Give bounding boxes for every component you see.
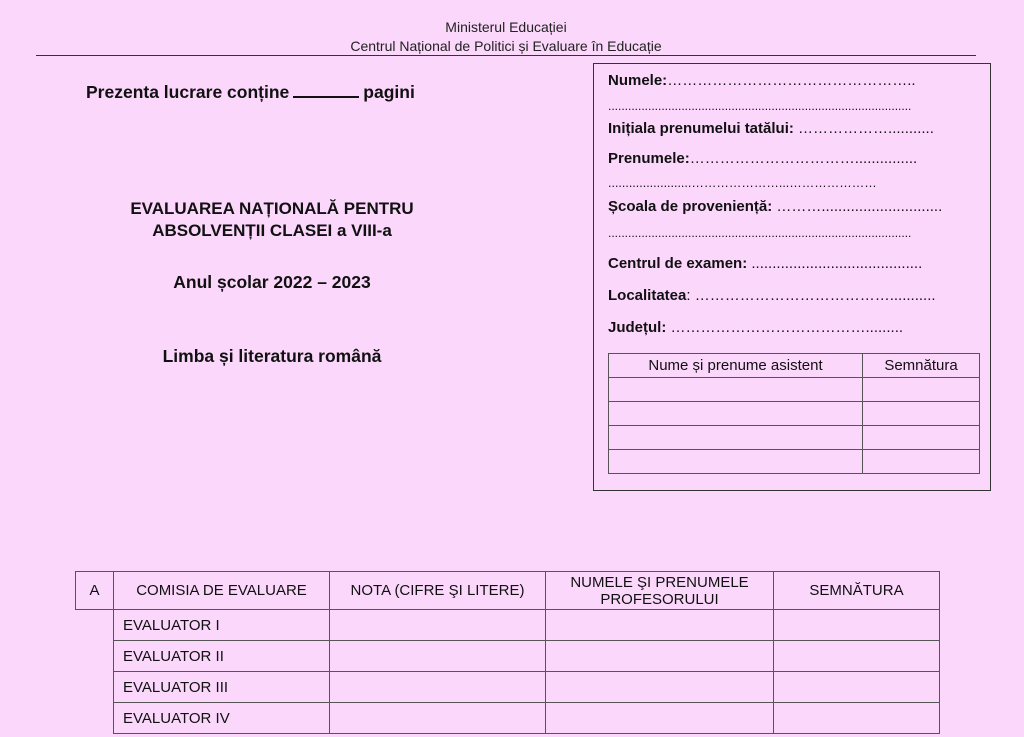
assistant-row	[609, 426, 980, 450]
evaluator-row	[76, 672, 940, 703]
evaluator-label: EVALUATOR IV	[114, 703, 330, 734]
assistant-table-header	[609, 354, 980, 378]
judetul-label: Județul:	[608, 319, 667, 336]
commission-header: COMISIA DE EVALUARE	[114, 572, 330, 610]
numele-label: Numele:	[608, 72, 668, 89]
evaluator-row	[76, 703, 940, 734]
ministry-name: Ministerul Educației	[445, 19, 567, 35]
evaluator-label: EVALUATOR III	[114, 672, 330, 703]
centrul-label: Centrul de examen:	[608, 255, 748, 272]
assistant-name-cell[interactable]	[609, 450, 863, 474]
initiala-label: Inițiala prenumelui tatălui:	[608, 120, 794, 137]
numele-dots-line2: ...........................................................................................	[608, 99, 912, 113]
signature-cell[interactable]	[774, 610, 940, 641]
spacer-cell	[76, 703, 114, 734]
scoala-dots: ……….............................	[776, 198, 943, 215]
teacher-cell[interactable]	[546, 641, 774, 672]
teacher-name-header: NUMELE ŞI PRENUMELE PROFESORULUI	[546, 572, 774, 610]
pages-count-line	[86, 82, 415, 103]
candidate-id-box	[593, 63, 991, 491]
field-numele[interactable]	[608, 72, 916, 89]
numele-dots: …………………………………………..	[667, 72, 916, 89]
field-prenume-cont[interactable]	[608, 174, 877, 191]
grade-cell[interactable]	[330, 610, 546, 641]
signature-cell[interactable]	[774, 703, 940, 734]
field-judetul[interactable]	[608, 319, 903, 336]
grade-cell[interactable]	[330, 672, 546, 703]
pages-line-suffix: pagini	[363, 82, 415, 102]
assistant-name-header: Nume și prenume asistent	[609, 354, 863, 378]
assistant-signature-cell[interactable]	[863, 378, 980, 402]
pages-line-prefix: Prezenta lucrare conține	[86, 82, 290, 102]
field-prenume[interactable]	[608, 150, 917, 167]
col-a-header: A	[76, 572, 114, 610]
prenume-dots-line2: ........................…………………...…………………	[608, 176, 877, 190]
localitatea-colon: :	[686, 287, 691, 304]
field-initiala[interactable]	[608, 120, 934, 137]
spacer-cell	[76, 641, 114, 672]
school-year: Anul școlar 2022 – 2023	[173, 272, 371, 292]
evaluator-row	[76, 641, 940, 672]
assistant-name-cell[interactable]	[609, 426, 863, 450]
evaluation-table	[75, 571, 940, 734]
field-scoala-cont[interactable]	[608, 224, 911, 241]
spacer-cell	[76, 610, 114, 641]
judetul-dots: ………………………………….........	[670, 319, 904, 336]
localitatea-label: Localitatea	[608, 287, 687, 304]
evaluator-label: EVALUATOR II	[114, 641, 330, 672]
spacer-cell	[76, 672, 114, 703]
assistant-row	[609, 378, 980, 402]
field-localitatea[interactable]	[608, 287, 936, 304]
grade-cell[interactable]	[330, 641, 546, 672]
initiala-dots: ………………...........	[798, 120, 934, 137]
assistant-signature-cell[interactable]	[863, 402, 980, 426]
exam-subject: Limba și literatura română	[162, 346, 382, 366]
signature-header: SEMNĂTURA	[774, 572, 940, 610]
assistant-signature-header: Semnătura	[863, 354, 980, 378]
evaluator-row	[76, 610, 940, 641]
assistant-signature-cell[interactable]	[863, 426, 980, 450]
field-centrul[interactable]	[608, 255, 922, 272]
pages-count-blank[interactable]	[293, 82, 359, 98]
scoala-dots-line2: ...........................................................................................	[608, 226, 912, 240]
grade-header: NOTA (CIFRE ŞI LITERE)	[330, 572, 546, 610]
teacher-cell[interactable]	[546, 672, 774, 703]
exam-title	[62, 198, 482, 242]
assistant-name-cell[interactable]	[609, 402, 863, 426]
exam-title-line2: ABSOLVENȚII CLASEI a VIII-a	[152, 221, 392, 240]
assistant-name-cell[interactable]	[609, 378, 863, 402]
exam-title-line1: EVALUAREA NAȚIONALĂ PENTRU	[130, 199, 414, 218]
field-scoala[interactable]	[608, 198, 942, 215]
assistant-table	[608, 353, 980, 474]
teacher-cell[interactable]	[546, 703, 774, 734]
signature-cell[interactable]	[774, 641, 940, 672]
evaluation-table-header	[76, 572, 940, 610]
assistant-row	[609, 402, 980, 426]
assistant-signature-cell[interactable]	[863, 450, 980, 474]
signature-cell[interactable]	[774, 672, 940, 703]
assistant-row	[609, 450, 980, 474]
localitatea-dots: …………………………………...........	[694, 287, 936, 304]
prenume-label: Prenumele:	[608, 150, 690, 167]
header-divider	[36, 55, 976, 56]
teacher-cell[interactable]	[546, 610, 774, 641]
centrul-dots: .........................................	[751, 255, 923, 272]
grade-cell[interactable]	[330, 703, 546, 734]
field-numele-cont[interactable]	[608, 97, 911, 114]
evaluator-label: EVALUATOR I	[114, 610, 330, 641]
scoala-label: Școala de proveniență:	[608, 198, 773, 215]
center-name: Centrul Național de Politici și Evaluare în Educație	[350, 38, 662, 54]
prenume-dots: ……………………………...............	[689, 150, 918, 167]
